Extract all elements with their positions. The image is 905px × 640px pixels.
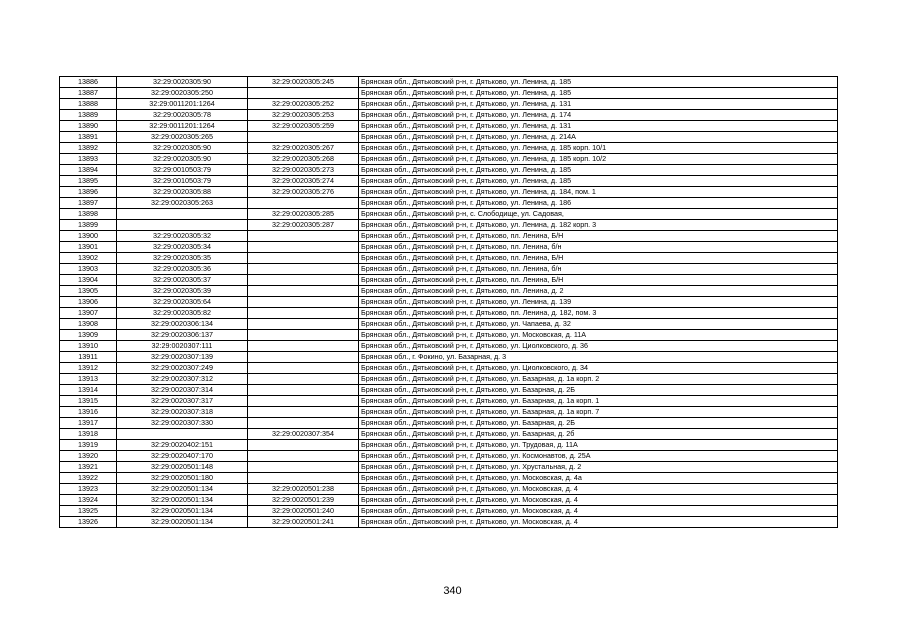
table-row xyxy=(60,418,838,429)
row-number-cell: 13904 xyxy=(60,275,117,286)
object-cadastral-number-cell: 32:29:0020305:259 xyxy=(248,121,359,132)
address-cell: Брянская обл., Дятьковский р-н, г. Дятьково, ул. Базарная, д. 2Б xyxy=(359,385,838,396)
address-cell: Брянская обл., Дятьковский р-н, г. Дятьково, ул. Ленина, д. 185 xyxy=(359,88,838,99)
cadastral-number-cell: 32:29:0010503:79 xyxy=(117,176,248,187)
table-row xyxy=(60,341,838,352)
address-cell: Брянская обл., Дятьковский р-н, г. Дятьково, ул. Трудовая, д. 11А xyxy=(359,440,838,451)
table-row xyxy=(60,385,838,396)
row-number-cell: 13903 xyxy=(60,264,117,275)
row-number-cell: 13897 xyxy=(60,198,117,209)
row-number-cell: 13910 xyxy=(60,341,117,352)
object-cadastral-number-cell xyxy=(248,330,359,341)
table-row xyxy=(60,440,838,451)
table-row xyxy=(60,297,838,308)
row-number-cell: 13916 xyxy=(60,407,117,418)
cadastral-number-cell: 32:29:0020307:318 xyxy=(117,407,248,418)
object-cadastral-number-cell: 32:29:0020305:287 xyxy=(248,220,359,231)
row-number-cell: 13918 xyxy=(60,429,117,440)
address-cell: Брянская обл., Дятьковский р-н, г. Дятьково, ул. Ленина, д. 182 корп. 3 xyxy=(359,220,838,231)
address-cell: Брянская обл., Дятьковский р-н, с. Слободище, ул. Садовая, xyxy=(359,209,838,220)
table-row xyxy=(60,407,838,418)
table-row xyxy=(60,253,838,264)
row-number-cell: 13906 xyxy=(60,297,117,308)
table-row xyxy=(60,154,838,165)
table-row xyxy=(60,264,838,275)
cadastral-number-cell: 32:29:0020402:151 xyxy=(117,440,248,451)
cadastral-number-cell: 32:29:0020307:330 xyxy=(117,418,248,429)
cadastral-number-cell: 32:29:0020307:249 xyxy=(117,363,248,374)
address-cell: Брянская обл., Дятьковский р-н, г. Дятьково, ул. Московская, д. 4а xyxy=(359,473,838,484)
object-cadastral-number-cell: 32:29:0020305:276 xyxy=(248,187,359,198)
row-number-cell: 13902 xyxy=(60,253,117,264)
table-row xyxy=(60,308,838,319)
row-number-cell: 13912 xyxy=(60,363,117,374)
table-row xyxy=(60,110,838,121)
object-cadastral-number-cell xyxy=(248,242,359,253)
cadastral-number-cell xyxy=(117,209,248,220)
table-row xyxy=(60,209,838,220)
table-row xyxy=(60,99,838,110)
object-cadastral-number-cell xyxy=(248,352,359,363)
object-cadastral-number-cell: 32:29:0020305:274 xyxy=(248,176,359,187)
table-row xyxy=(60,495,838,506)
cadastral-number-cell xyxy=(117,220,248,231)
row-number-cell: 13900 xyxy=(60,231,117,242)
address-cell: Брянская обл., Дятьковский р-н, г. Дятьково, ул. Ленина, д. 185 xyxy=(359,165,838,176)
address-cell: Брянская обл., Дятьковский р-н, г. Дятьково, пл. Ленина, б/н xyxy=(359,264,838,275)
object-cadastral-number-cell: 32:29:0020501:240 xyxy=(248,506,359,517)
row-number-cell: 13891 xyxy=(60,132,117,143)
object-cadastral-number-cell: 32:29:0020501:241 xyxy=(248,517,359,528)
address-cell: Брянская обл., Дятьковский р-н, г. Дятьково, ул. Ленина, д. 214А xyxy=(359,132,838,143)
cadastral-number-cell: 32:29:0020306:134 xyxy=(117,319,248,330)
row-number-cell: 13888 xyxy=(60,99,117,110)
cadastral-number-cell: 32:29:0020305:90 xyxy=(117,77,248,88)
address-cell: Брянская обл., Дятьковский р-н, г. Дятьково, ул. Базарная, д. 1а корп. 1 xyxy=(359,396,838,407)
object-cadastral-number-cell: 32:29:0020305:273 xyxy=(248,165,359,176)
table-row xyxy=(60,363,838,374)
address-cell: Брянская обл., Дятьковский р-н, г. Дятьково, ул. Базарная, д. 1а корп. 2 xyxy=(359,374,838,385)
address-cell: Брянская обл., Дятьковский р-н, г. Дятьково, пл. Ленина, Б/Н xyxy=(359,275,838,286)
object-cadastral-number-cell xyxy=(248,473,359,484)
row-number-cell: 13920 xyxy=(60,451,117,462)
table-row xyxy=(60,198,838,209)
cadastral-number-cell: 32:29:0011201:1264 xyxy=(117,99,248,110)
row-number-cell: 13898 xyxy=(60,209,117,220)
object-cadastral-number-cell: 32:29:0020501:238 xyxy=(248,484,359,495)
cadastral-number-cell: 32:29:0020501:148 xyxy=(117,462,248,473)
row-number-cell: 13889 xyxy=(60,110,117,121)
table-row xyxy=(60,88,838,99)
address-cell: Брянская обл., Дятьковский р-н, г. Дятьково, ул. Ленина, д. 185 корп. 10/2 xyxy=(359,154,838,165)
row-number-cell: 13924 xyxy=(60,495,117,506)
row-number-cell: 13914 xyxy=(60,385,117,396)
table-row xyxy=(60,374,838,385)
address-cell: Брянская обл., Дятьковский р-н, г. Дятьково, ул. Ленина, д. 174 xyxy=(359,110,838,121)
object-cadastral-number-cell xyxy=(248,396,359,407)
row-number-cell: 13895 xyxy=(60,176,117,187)
cadastral-number-cell: 32:29:0020305:34 xyxy=(117,242,248,253)
registry-table-body xyxy=(60,77,838,528)
address-cell: Брянская обл., Дятьковский р-н, г. Дятьково, ул. Ленина, д. 131 xyxy=(359,121,838,132)
table-row xyxy=(60,231,838,242)
table-row xyxy=(60,187,838,198)
row-number-cell: 13911 xyxy=(60,352,117,363)
address-cell: Брянская обл., Дятьковский р-н, г. Дятьково, ул. Ленина, д. 184, пом. 1 xyxy=(359,187,838,198)
table-row xyxy=(60,165,838,176)
cadastral-number-cell: 32:29:0010503:79 xyxy=(117,165,248,176)
table-row xyxy=(60,462,838,473)
object-cadastral-number-cell xyxy=(248,363,359,374)
row-number-cell: 13892 xyxy=(60,143,117,154)
cadastral-number-cell: 32:29:0020305:265 xyxy=(117,132,248,143)
object-cadastral-number-cell xyxy=(248,451,359,462)
cadastral-number-cell: 32:29:0020307:317 xyxy=(117,396,248,407)
table-row xyxy=(60,484,838,495)
object-cadastral-number-cell xyxy=(248,231,359,242)
property-registry-table xyxy=(59,76,838,528)
table-row xyxy=(60,242,838,253)
object-cadastral-number-cell xyxy=(248,418,359,429)
address-cell: Брянская обл., Дятьковский р-н, г. Дятьково, пл. Ленина, д. 2 xyxy=(359,286,838,297)
cadastral-number-cell: 32:29:0020307:312 xyxy=(117,374,248,385)
row-number-cell: 13905 xyxy=(60,286,117,297)
cadastral-number-cell: 32:29:0020407:170 xyxy=(117,451,248,462)
object-cadastral-number-cell: 32:29:0020307:354 xyxy=(248,429,359,440)
table-row xyxy=(60,451,838,462)
address-cell: Брянская обл., Дятьковский р-н, г. Дятьково, ул. Ленина, д. 131 xyxy=(359,99,838,110)
object-cadastral-number-cell: 32:29:0020305:285 xyxy=(248,209,359,220)
address-cell: Брянская обл., Дятьковский р-н, г. Дятьково, ул. Ленина, д. 139 xyxy=(359,297,838,308)
table-row xyxy=(60,319,838,330)
row-number-cell: 13886 xyxy=(60,77,117,88)
cadastral-number-cell: 32:29:0020307:314 xyxy=(117,385,248,396)
address-cell: Брянская обл., Дятьковский р-н, г. Дятьково, пл. Ленина, б/н xyxy=(359,242,838,253)
cadastral-number-cell xyxy=(117,429,248,440)
row-number-cell: 13913 xyxy=(60,374,117,385)
address-cell: Брянская обл., Дятьковский р-н, г. Дятьково, ул. Чапаева, д. 32 xyxy=(359,319,838,330)
page-number: 340 xyxy=(443,585,462,597)
cadastral-number-cell: 32:29:0020305:82 xyxy=(117,308,248,319)
row-number-cell: 13907 xyxy=(60,308,117,319)
object-cadastral-number-cell xyxy=(248,132,359,143)
object-cadastral-number-cell xyxy=(248,374,359,385)
address-cell: Брянская обл., Дятьковский р-н, г. Дятьково, ул. Московская, д. 11А xyxy=(359,330,838,341)
address-cell: Брянская обл., Дятьковский р-н, г. Дятьково, ул. Циолковского, д. 34 xyxy=(359,363,838,374)
object-cadastral-number-cell xyxy=(248,275,359,286)
object-cadastral-number-cell xyxy=(248,253,359,264)
object-cadastral-number-cell xyxy=(248,407,359,418)
row-number-cell: 13890 xyxy=(60,121,117,132)
table-row xyxy=(60,352,838,363)
cadastral-number-cell: 32:29:0020306:137 xyxy=(117,330,248,341)
table-row xyxy=(60,429,838,440)
object-cadastral-number-cell: 32:29:0020305:253 xyxy=(248,110,359,121)
table-row xyxy=(60,517,838,528)
table-row xyxy=(60,132,838,143)
cadastral-number-cell: 32:29:0020305:32 xyxy=(117,231,248,242)
row-number-cell: 13925 xyxy=(60,506,117,517)
object-cadastral-number-cell xyxy=(248,462,359,473)
object-cadastral-number-cell: 32:29:0020305:252 xyxy=(248,99,359,110)
address-cell: Брянская обл., Дятьковский р-н, г. Дятьково, пл. Ленина, Б/Н xyxy=(359,231,838,242)
cadastral-number-cell: 32:29:0020305:263 xyxy=(117,198,248,209)
cadastral-number-cell: 32:29:0020305:36 xyxy=(117,264,248,275)
table-row xyxy=(60,396,838,407)
object-cadastral-number-cell xyxy=(248,341,359,352)
table-row xyxy=(60,275,838,286)
address-cell: Брянская обл., Дятьковский р-н, г. Дятьково, ул. Московская, д. 4 xyxy=(359,484,838,495)
cadastral-number-cell: 32:29:0020305:250 xyxy=(117,88,248,99)
cadastral-number-cell: 32:29:0020501:134 xyxy=(117,484,248,495)
row-number-cell: 13919 xyxy=(60,440,117,451)
table-row xyxy=(60,176,838,187)
row-number-cell: 13922 xyxy=(60,473,117,484)
cadastral-number-cell: 32:29:0020307:139 xyxy=(117,352,248,363)
cadastral-number-cell: 32:29:0011201:1264 xyxy=(117,121,248,132)
row-number-cell: 13923 xyxy=(60,484,117,495)
row-number-cell: 13893 xyxy=(60,154,117,165)
table-row xyxy=(60,143,838,154)
object-cadastral-number-cell xyxy=(248,88,359,99)
address-cell: Брянская обл., Дятьковский р-н, г. Дятьково, ул. Базарная, д. 1а корп. 7 xyxy=(359,407,838,418)
object-cadastral-number-cell xyxy=(248,319,359,330)
address-cell: Брянская обл., Дятьковский р-н, г. Дятьково, ул. Ленина, д. 185 xyxy=(359,77,838,88)
row-number-cell: 13909 xyxy=(60,330,117,341)
row-number-cell: 13887 xyxy=(60,88,117,99)
object-cadastral-number-cell xyxy=(248,264,359,275)
address-cell: Брянская обл., Дятьковский р-н, г. Дятьково, ул. Циолковского, д. 36 xyxy=(359,341,838,352)
object-cadastral-number-cell: 32:29:0020305:267 xyxy=(248,143,359,154)
table-row xyxy=(60,220,838,231)
address-cell: Брянская обл., Дятьковский р-н, г. Дятьково, ул. Космонавтов, д. 25А xyxy=(359,451,838,462)
object-cadastral-number-cell xyxy=(248,440,359,451)
table-row xyxy=(60,330,838,341)
address-cell: Брянская обл., Дятьковский р-н, г. Дятьково, ул. Ленина, д. 185 xyxy=(359,176,838,187)
address-cell: Брянская обл., Дятьковский р-н, г. Дятьково, ул. Московская, д. 4 xyxy=(359,506,838,517)
object-cadastral-number-cell: 32:29:0020501:239 xyxy=(248,495,359,506)
address-cell: Брянская обл., Дятьковский р-н, г. Дятьково, ул. Московская, д. 4 xyxy=(359,517,838,528)
table-row xyxy=(60,473,838,484)
cadastral-number-cell: 32:29:0020305:37 xyxy=(117,275,248,286)
table-row xyxy=(60,506,838,517)
object-cadastral-number-cell: 32:29:0020305:245 xyxy=(248,77,359,88)
address-cell: Брянская обл., Дятьковский р-н, г. Дятьково, ул. Хрустальная, д. 2 xyxy=(359,462,838,473)
cadastral-number-cell: 32:29:0020501:134 xyxy=(117,495,248,506)
object-cadastral-number-cell: 32:29:0020305:268 xyxy=(248,154,359,165)
object-cadastral-number-cell xyxy=(248,198,359,209)
row-number-cell: 13894 xyxy=(60,165,117,176)
address-cell: Брянская обл., Дятьковский р-н, г. Дятьково, ул. Ленина, д. 186 xyxy=(359,198,838,209)
row-number-cell: 13896 xyxy=(60,187,117,198)
cadastral-number-cell: 32:29:0020305:35 xyxy=(117,253,248,264)
row-number-cell: 13908 xyxy=(60,319,117,330)
object-cadastral-number-cell xyxy=(248,297,359,308)
cadastral-number-cell: 32:29:0020501:180 xyxy=(117,473,248,484)
row-number-cell: 13901 xyxy=(60,242,117,253)
row-number-cell: 13899 xyxy=(60,220,117,231)
cadastral-number-cell: 32:29:0020305:90 xyxy=(117,143,248,154)
cadastral-number-cell: 32:29:0020501:134 xyxy=(117,506,248,517)
address-cell: Брянская обл., Дятьковский р-н, г. Дятьково, ул. Московская, д. 4 xyxy=(359,495,838,506)
cadastral-number-cell: 32:29:0020305:90 xyxy=(117,154,248,165)
cadastral-number-cell: 32:29:0020305:39 xyxy=(117,286,248,297)
address-cell: Брянская обл., Дятьковский р-н, г. Дятьково, пл. Ленина, д. 182, пом. 3 xyxy=(359,308,838,319)
object-cadastral-number-cell xyxy=(248,286,359,297)
cadastral-number-cell: 32:29:0020305:78 xyxy=(117,110,248,121)
cadastral-number-cell: 32:29:0020305:88 xyxy=(117,187,248,198)
cadastral-number-cell: 32:29:0020501:134 xyxy=(117,517,248,528)
address-cell: Брянская обл., г. Фокино, ул. Базарная, д. 3 xyxy=(359,352,838,363)
row-number-cell: 13917 xyxy=(60,418,117,429)
cadastral-number-cell: 32:29:0020305:64 xyxy=(117,297,248,308)
row-number-cell: 13926 xyxy=(60,517,117,528)
address-cell: Брянская обл., Дятьковский р-н, г. Дятьково, пл. Ленина, Б/Н xyxy=(359,253,838,264)
row-number-cell: 13915 xyxy=(60,396,117,407)
row-number-cell: 13921 xyxy=(60,462,117,473)
object-cadastral-number-cell xyxy=(248,308,359,319)
table-row xyxy=(60,77,838,88)
object-cadastral-number-cell xyxy=(248,385,359,396)
address-cell: Брянская обл., Дятьковский р-н, г. Дятьково, ул. Базарная, д. 2б xyxy=(359,429,838,440)
table-row xyxy=(60,286,838,297)
table-row xyxy=(60,121,838,132)
cadastral-number-cell: 32:29:0020307:111 xyxy=(117,341,248,352)
address-cell: Брянская обл., Дятьковский р-н, г. Дятьково, ул. Базарная, д. 2Б xyxy=(359,418,838,429)
address-cell: Брянская обл., Дятьковский р-н, г. Дятьково, ул. Ленина, д. 185 корп. 10/1 xyxy=(359,143,838,154)
